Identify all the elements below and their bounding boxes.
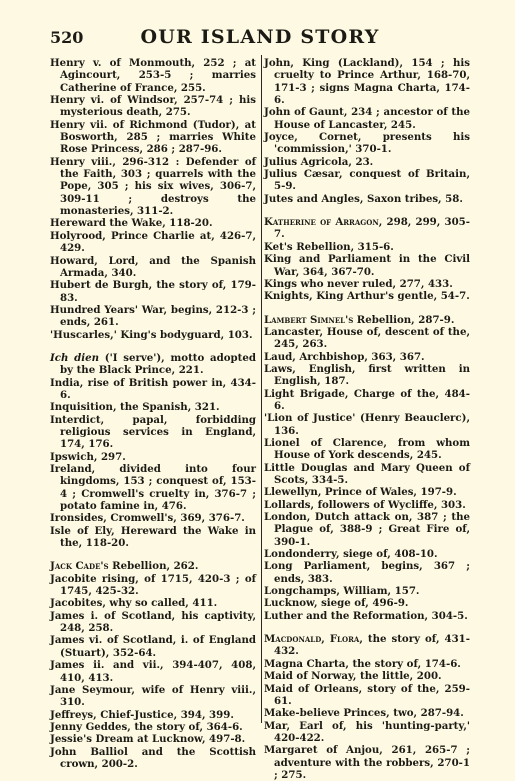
index-entry-text: Julius Cæsar, conquest of Britain, 5-9. (264, 168, 470, 193)
index-entry (50, 217, 256, 229)
index-entry-text: Rebellion, 287-9. (353, 313, 455, 326)
index-entry (264, 585, 470, 597)
index-entry-text: Ipswich, 297. (50, 450, 126, 463)
index-entry (50, 414, 256, 451)
index-entry-text: Luther and the Reformation, 304-5. (264, 609, 468, 622)
index-entry-text: Lionel of Clarence, from whom House of York descends, 245. (264, 436, 470, 462)
letter-group-gap (50, 549, 256, 560)
index-entry (264, 658, 470, 670)
index-entry-text: Jacobite rising, of 1715, 420-3 ; of 1745, 425-32. (50, 572, 256, 598)
index-entry (50, 304, 256, 329)
index-entry (50, 573, 256, 598)
index-entry (50, 684, 256, 709)
index-entry-text: Lancaster, House of, descent of the, 245, 263. (264, 325, 470, 351)
index-entry-lead: Jack Cade's (50, 560, 109, 573)
index-entry (264, 744, 470, 781)
letter-group-gap (264, 205, 470, 216)
index-entry (264, 462, 470, 487)
index-entry-text: Mar, Earl of, his 'hunting-party,' 420-422. (264, 719, 470, 744)
index-entry-text: 'Lion of Justice' (Henry Beauclerc), 136. (264, 412, 470, 437)
index-entry (50, 230, 256, 255)
index-entry-text: Kings who never ruled, 277, 433. (264, 277, 453, 290)
index-entry-text: Henry vii. of Richmond (Tudor), at Bosworth, 285 ; marries White Rose Princess, 286 ; 287-96. (50, 118, 256, 156)
index-entry (264, 253, 470, 278)
index-entry (264, 363, 470, 388)
index-entry-text: London, Dutch attack on, 387 ; the Plague of, 388-9 ; Great Fire of, 390-1. (264, 511, 470, 548)
index-entry-text: Henry vi. of Windsor, 257-74 ; his mysterious death, 275. (50, 94, 256, 119)
index-entry (50, 329, 256, 341)
index-entry-text: Henry v. of Monmouth, 252 ; at Agincourt, 253-5 ; marries Catherine of France, 255. (50, 57, 256, 94)
index-entry (264, 106, 470, 131)
index-entry (264, 720, 470, 745)
index-entry (50, 610, 256, 635)
letter-group-gap (50, 341, 256, 352)
index-entry (50, 597, 256, 609)
index-entry (264, 241, 470, 253)
index-entry (264, 314, 470, 326)
index-entry (50, 634, 256, 659)
index-entry-text: 'Huscarles,' King's bodyguard, 103. (50, 328, 253, 341)
index-entry-text: Henry viii., 296-312 : Defender of the Faith, 303 ; quarrels with the Pope, 305 ; his six wives, 306-7, 309-11 ; destroys the monasteries, 311-2. (50, 155, 256, 218)
index-entry (50, 255, 256, 280)
index-entry-text: ('I serve'), motto adopted by the Black Prince, 221. (60, 351, 256, 377)
index-entry (50, 94, 256, 119)
index-entry (264, 610, 470, 622)
index-entry-text: James vi. of Scotland, i. of England (Stuart), 352-64. (50, 634, 256, 659)
index-entry-text: Maid of Orleans, story of the, 259-61. (264, 682, 470, 707)
index-entry (264, 326, 470, 351)
index-entry-text: Jane Seymour, wife of Henry viii., 310. (50, 683, 256, 709)
index-entry-text: Isle of Ely, Hereward the Wake in the, 118-20. (50, 524, 256, 550)
index-entry-text: Jutes and Angles, Saxon tribes, 58. (264, 192, 463, 205)
index-entry (264, 499, 470, 511)
index-entry-text: Rebellion, 262. (108, 560, 199, 573)
index-entry (50, 525, 256, 550)
index-entry-text: Magna Charta, the story of, 174-6. (264, 657, 461, 670)
index-entry (50, 279, 256, 304)
index-entry (264, 57, 470, 106)
index-entry (264, 437, 470, 462)
index-entry (264, 131, 470, 156)
index-entry (50, 57, 256, 94)
index-entry (50, 659, 256, 684)
index-entry-text: Howard, Lord, and the Spanish Armada, 340. (50, 254, 256, 279)
index-entry-text: Hereward the Wake, 118-20. (50, 217, 213, 230)
index-entry-text: Hundred Years' War, begins, 212-3 ; ends, 261. (50, 303, 256, 329)
index-entry (50, 119, 256, 156)
index-entry-text: James ii. and vii., 394-407, 408, 410, 413. (50, 659, 256, 684)
index-entry-text: Light Brigade, Charge of the, 484-6. (264, 387, 470, 412)
index-entry (50, 560, 256, 572)
index-entry-text: the story of, 431-432. (274, 633, 470, 658)
index-entry (264, 351, 470, 363)
index-entry (50, 352, 256, 377)
index-entry (50, 451, 256, 463)
index-entry-text: Hubert de Burgh, the story of, 179-83. (50, 279, 256, 304)
index-entry-text: John, King (Lackland), 154 ; his cruelty to Prince Arthur, 168-70, 171-3 ; signs Magna Charta, 174-6. (264, 57, 470, 107)
index-entry-text: Julius Agricola, 23. (264, 155, 374, 168)
index-entry-text: Llewellyn, Prince of Wales, 197-9. (264, 486, 457, 499)
right-column (264, 57, 470, 781)
index-entry-text: Little Douglas and Mary Queen of Scots, 334-5. (264, 461, 470, 486)
index-entry (264, 388, 470, 413)
index-entry-lead: Katherine of Arragon, (264, 216, 383, 229)
index-entry (264, 412, 470, 437)
index-entry-text: King and Parliament in the Civil War, 364, 367-70. (264, 253, 470, 278)
index-entry (264, 156, 470, 168)
index-entry-text: Jacobites, why so called, 411. (50, 597, 218, 610)
index-entry (50, 463, 256, 512)
index-entry-text: Maid of Norway, the little, 200. (264, 670, 442, 683)
index-entry-text: Joyce, Cornet, presents his 'commission,' 370-1. (264, 131, 470, 156)
running-title: OUR ISLAND STORY (140, 26, 380, 48)
index-entry-text: Inquisition, the Spanish, 321. (50, 401, 220, 414)
letter-group-gap (264, 622, 470, 633)
left-column (50, 57, 256, 781)
index-entry-text: Ireland, divided into four kingdoms, 153 ; conquest of, 153-4 ; Cromwell's cruelty in, 376-7 ; potato famine in, 476. (50, 463, 256, 513)
index-entry-text: Make-believe Princes, two, 287-94. (264, 707, 464, 720)
index-entry-text: Laud, Archbishop, 363, 367. (264, 350, 425, 363)
index-entry-text: Holyrood, Prince Charlie at, 426-7, 429. (50, 229, 256, 255)
index-entry-text: James i. of Scotland, his captivity, 248, 258. (50, 609, 256, 635)
page-header (50, 26, 470, 48)
index-entry-text: Longchamps, William, 157. (264, 585, 420, 598)
index-entry-lead: Ich dien (50, 351, 100, 364)
index-entry (264, 560, 470, 585)
index-entry (264, 486, 470, 498)
index-entry (50, 721, 256, 733)
index-entry-text: Londonderry, siege of, 408-10. (264, 548, 438, 561)
index-entry-text: Laws, English, first written in English, 187. (264, 362, 470, 388)
index-entry-text: Margaret of Anjou, 261, 265-7 ; adventure with the robbers, 270-1 ; 275. (264, 744, 470, 781)
index-entry (50, 377, 256, 402)
index-entry-text: Ironsides, Cromwell's, 369, 376-7. (50, 512, 245, 525)
index-entry-text: John Balliol and the Scottish crown, 200-2. (50, 745, 256, 770)
index-entry (50, 512, 256, 524)
index-entry-lead: Lambert Simnel's (264, 313, 354, 326)
index-entry-text: Long Parliament, begins, 367 ; ends, 383. (264, 560, 470, 585)
index-columns (50, 57, 470, 781)
index-entry (264, 278, 470, 290)
index-entry (264, 511, 470, 548)
index-entry (264, 597, 470, 609)
index-entry-text: Jeffreys, Chief-Justice, 394, 399. (50, 708, 234, 721)
index-entry (264, 633, 470, 658)
index-entry-text: Lucknow, siege of, 496-9. (264, 597, 409, 610)
index-entry (264, 548, 470, 560)
index-entry-lead: Macdonald, Flora, (264, 633, 363, 646)
index-entry-text: 298, 299, 305-7. (274, 216, 470, 241)
index-entry (264, 290, 470, 302)
index-entry-text: Ket's Rebellion, 315-6. (264, 240, 394, 253)
index-entry (264, 707, 470, 719)
index-entry-text: Knights, King Arthur's gentle, 54-7. (264, 290, 470, 303)
page-number: 520 (50, 28, 84, 47)
index-entry-text: Lollards, followers of Wycliffe, 303. (264, 498, 466, 511)
index-entry-text: John of Gaunt, 234 ; ancestor of the House of Lancaster, 245. (264, 106, 470, 131)
index-entry (264, 216, 470, 241)
index-entry (264, 193, 470, 205)
index-entry (50, 733, 256, 745)
index-entry (50, 156, 256, 218)
index-entry-text: Jessie's Dream at Lucknow, 497-8. (50, 733, 246, 746)
index-entry-text: India, rise of British power in, 434-6. (50, 376, 256, 401)
index-entry (264, 168, 470, 193)
index-entry (50, 709, 256, 721)
index-entry (50, 401, 256, 413)
index-entry (264, 683, 470, 708)
letter-group-gap (264, 303, 470, 314)
index-entry-text: Jenny Geddes, the story of, 364-6. (50, 720, 243, 733)
index-entry (264, 670, 470, 682)
index-entry-text: Interdict, papal, forbidding religious services in England, 174, 176. (50, 413, 256, 451)
